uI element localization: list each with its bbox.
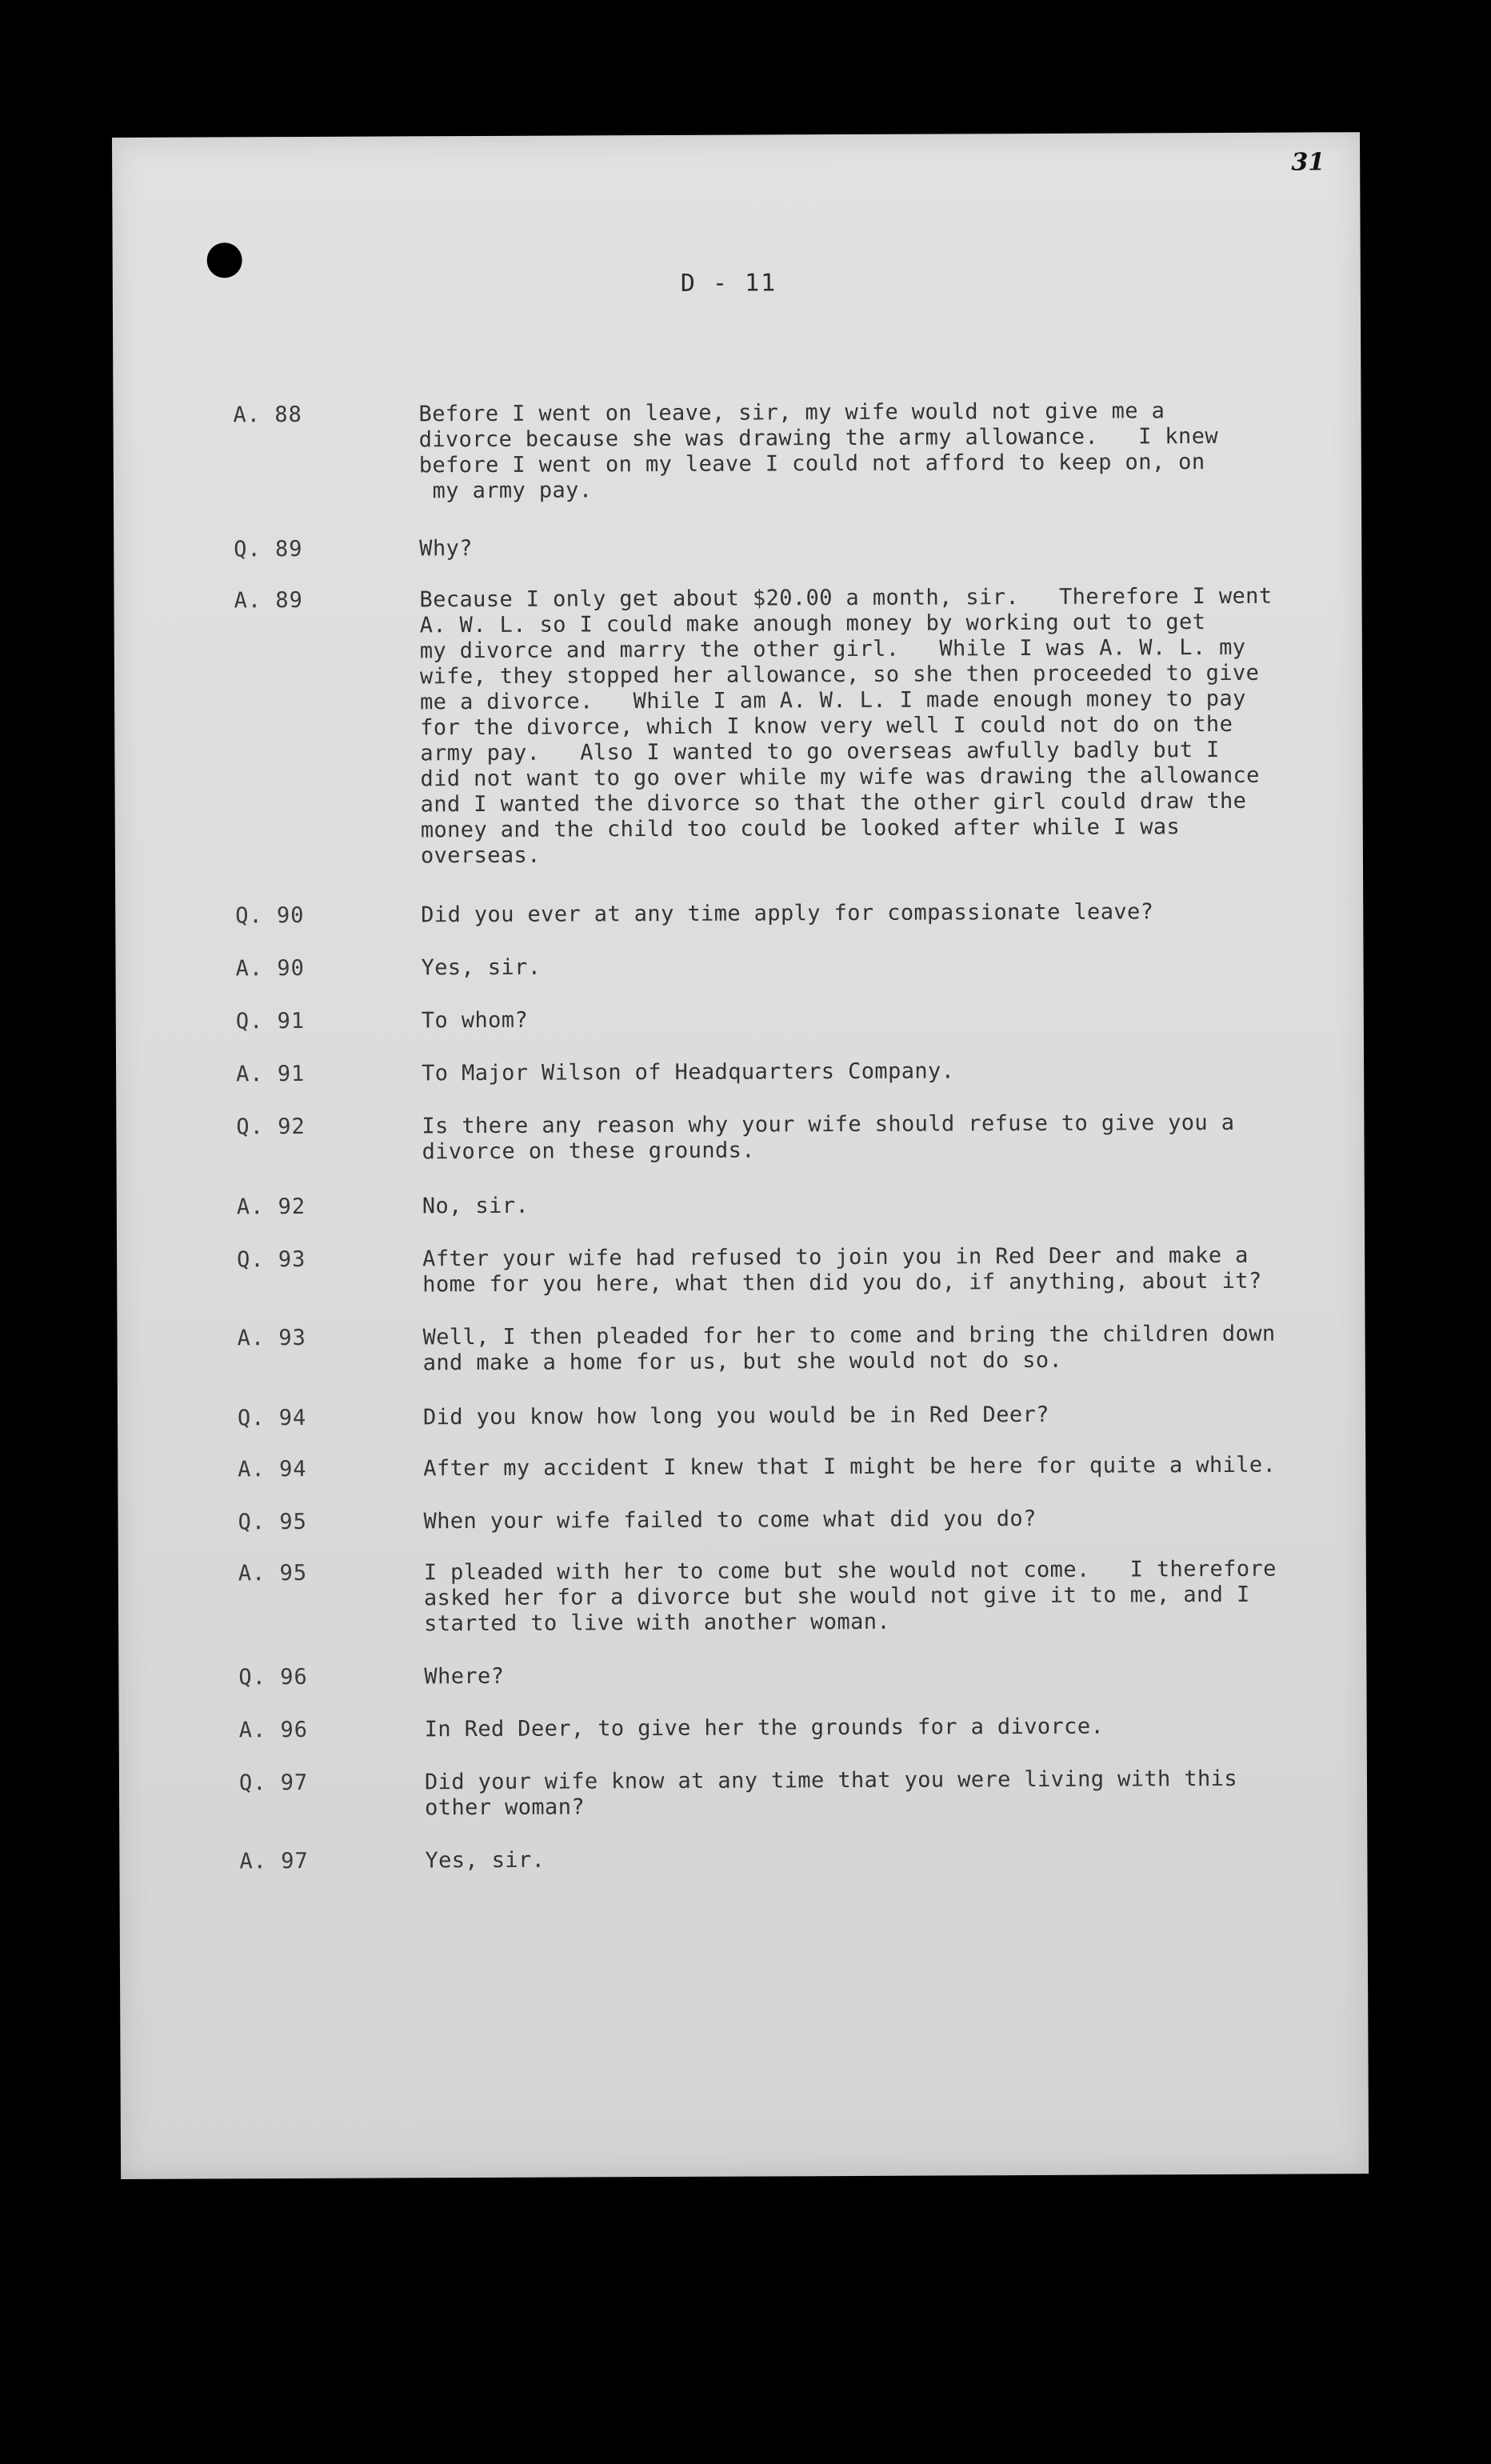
entry-text-line: did not want to go over while my wife was drawing the allowance bbox=[420, 762, 1260, 792]
transcript-entry bbox=[119, 1766, 1367, 1821]
transcript-entry bbox=[117, 1321, 1365, 1376]
transcript-entry bbox=[116, 1057, 1364, 1087]
entry-text bbox=[422, 1190, 1342, 1219]
entry-text-line: Is there any reason why your wife should refuse to give you a bbox=[422, 1110, 1235, 1139]
transcript-entry bbox=[118, 1556, 1366, 1637]
entry-text-line: home for you here, what then did you do, if anything, about it? bbox=[422, 1268, 1262, 1298]
entry-label: A. 89 bbox=[234, 587, 303, 614]
entry-text-line: When your wife failed to come what did you do? bbox=[423, 1506, 1037, 1534]
transcript-entry bbox=[116, 1004, 1364, 1034]
entry-text bbox=[419, 583, 1341, 869]
page-heading: D - 11 bbox=[680, 269, 777, 298]
entry-text-line: Yes, sir. bbox=[421, 954, 542, 981]
transcript-entry bbox=[114, 583, 1361, 869]
entry-text bbox=[422, 1110, 1341, 1165]
entry-text-line: In Red Deer, to give her the grounds for a divorce. bbox=[424, 1714, 1105, 1742]
entry-label: A. 95 bbox=[238, 1560, 308, 1586]
entry-text-line: and make a home for us, but she would not do so. bbox=[422, 1347, 1063, 1376]
entry-label: A. 93 bbox=[237, 1325, 306, 1351]
transcript-entry bbox=[117, 1190, 1365, 1220]
entry-label: Q. 93 bbox=[237, 1246, 306, 1273]
entry-text bbox=[418, 398, 1339, 504]
transcript-entry bbox=[115, 898, 1363, 929]
entry-text-line: me a divorce. While I am A. W. L. I made enough money to pay bbox=[420, 686, 1246, 715]
entry-text-line: To Major Wilson of Headquarters Company. bbox=[422, 1058, 955, 1086]
entry-text-line: After my accident I knew that I might be here for quite a while. bbox=[423, 1452, 1277, 1482]
entry-text-line: Why? bbox=[419, 536, 473, 562]
entry-text bbox=[422, 1242, 1342, 1298]
transcript-entry bbox=[113, 398, 1361, 504]
transcript-entry bbox=[117, 1242, 1365, 1298]
entry-text bbox=[423, 1452, 1343, 1482]
entry-text-line: wife, they stopped her allowance, so she then proceeded to give bbox=[419, 660, 1260, 690]
entry-text bbox=[422, 1057, 1341, 1086]
entry-text-line: Did your wife know at any time that you were living with this bbox=[424, 1766, 1238, 1795]
entry-text-line: started to live with another woman. bbox=[424, 1609, 891, 1637]
entry-text-line: my army pay. bbox=[418, 478, 593, 504]
entry-text-line: Well, I then pleaded for her to come and bring the children down bbox=[422, 1321, 1276, 1350]
typed-page bbox=[112, 132, 1369, 2179]
entry-label: Q. 96 bbox=[238, 1664, 308, 1690]
entry-text-line: before I went on my leave I could not afford to keep on, on bbox=[418, 450, 1205, 478]
entry-label: A. 90 bbox=[235, 955, 305, 982]
entry-text bbox=[424, 1660, 1344, 1690]
entry-text-line: No, sir. bbox=[422, 1193, 530, 1219]
entry-label: Q. 92 bbox=[236, 1114, 306, 1140]
entry-text-line: Did you know how long you would be in Red Deer? bbox=[422, 1402, 1049, 1430]
transcript-entry bbox=[115, 951, 1363, 982]
entry-label: Q. 90 bbox=[235, 902, 305, 929]
entry-label: A. 91 bbox=[236, 1061, 306, 1087]
folio-number: 31 bbox=[1291, 148, 1325, 177]
entry-text-line: To whom? bbox=[421, 1007, 529, 1034]
entry-text-line: my divorce and marry the other girl. While I was A. W. L. my bbox=[419, 634, 1246, 664]
entry-text bbox=[424, 1556, 1344, 1637]
entry-text-line: other woman? bbox=[425, 1794, 586, 1821]
entry-label: Q. 91 bbox=[235, 1008, 306, 1034]
entry-label: A. 92 bbox=[236, 1194, 306, 1220]
entry-text bbox=[422, 1321, 1342, 1376]
entry-label: Q. 94 bbox=[237, 1405, 307, 1431]
entry-text bbox=[425, 1713, 1345, 1742]
entry-text-line: divorce because she was drawing the army allowance. I knew bbox=[418, 423, 1219, 453]
transcript-entry bbox=[116, 1110, 1364, 1165]
transcript-entry bbox=[119, 1713, 1367, 1743]
entry-text bbox=[419, 532, 1339, 562]
entry-text-line: and I wanted the divorce so that the other girl could draw the bbox=[420, 788, 1247, 818]
entry-label: A. 97 bbox=[239, 1848, 309, 1874]
entry-text-line: Where? bbox=[424, 1663, 505, 1690]
entry-text bbox=[423, 1505, 1343, 1534]
entry-label: Q. 89 bbox=[234, 536, 303, 562]
entry-text-line: overseas. bbox=[420, 842, 541, 869]
transcript-entry bbox=[119, 1844, 1367, 1874]
transcript-entry bbox=[118, 1660, 1366, 1690]
entry-label: A. 96 bbox=[238, 1717, 309, 1743]
entry-text-line: A. W. L. so I could make anough money by working out to get bbox=[419, 610, 1206, 638]
entry-text-line: for the divorce, which I know very well I could not do on the bbox=[420, 711, 1233, 741]
entry-text bbox=[423, 1401, 1343, 1430]
entry-text-line: Before I went on leave, sir, my wife would not give me a bbox=[418, 398, 1165, 427]
entry-text-line: army pay. Also I wanted to go overseas awfully badly but I bbox=[420, 737, 1220, 766]
entry-text-line: After your wife had refused to join you in Red Deer and make a bbox=[422, 1242, 1249, 1272]
transcript-entry bbox=[118, 1401, 1365, 1431]
entry-text-line: money and the child too could be looked after while I was bbox=[420, 814, 1181, 843]
entry-text bbox=[425, 1766, 1345, 1821]
entry-text bbox=[421, 951, 1341, 981]
entry-text-line: asked her for a divorce but she would not give it to me, and I bbox=[423, 1582, 1250, 1611]
entry-label: A. 88 bbox=[233, 402, 302, 428]
entry-text-line: Did you ever at any time apply for compassionate leave? bbox=[421, 899, 1154, 928]
punch-hole bbox=[207, 242, 242, 278]
entry-text bbox=[422, 1004, 1341, 1034]
entry-label: Q. 97 bbox=[238, 1770, 309, 1796]
transcript-entry bbox=[114, 532, 1361, 562]
entry-label: A. 94 bbox=[238, 1456, 307, 1482]
entry-text-line: Yes, sir. bbox=[425, 1847, 546, 1874]
transcript-entry bbox=[118, 1505, 1365, 1535]
entry-text-line: Because I only get about $20.00 a month, sir. Therefore I went bbox=[419, 583, 1273, 613]
entry-text bbox=[425, 1844, 1345, 1874]
transcript-entry bbox=[118, 1452, 1365, 1482]
entry-text bbox=[421, 898, 1341, 928]
entry-label: Q. 95 bbox=[238, 1509, 307, 1535]
entry-text-line: divorce on these grounds. bbox=[422, 1138, 755, 1165]
entry-text-line: I pleaded with her to come but she would not come. I therefore bbox=[423, 1556, 1277, 1586]
